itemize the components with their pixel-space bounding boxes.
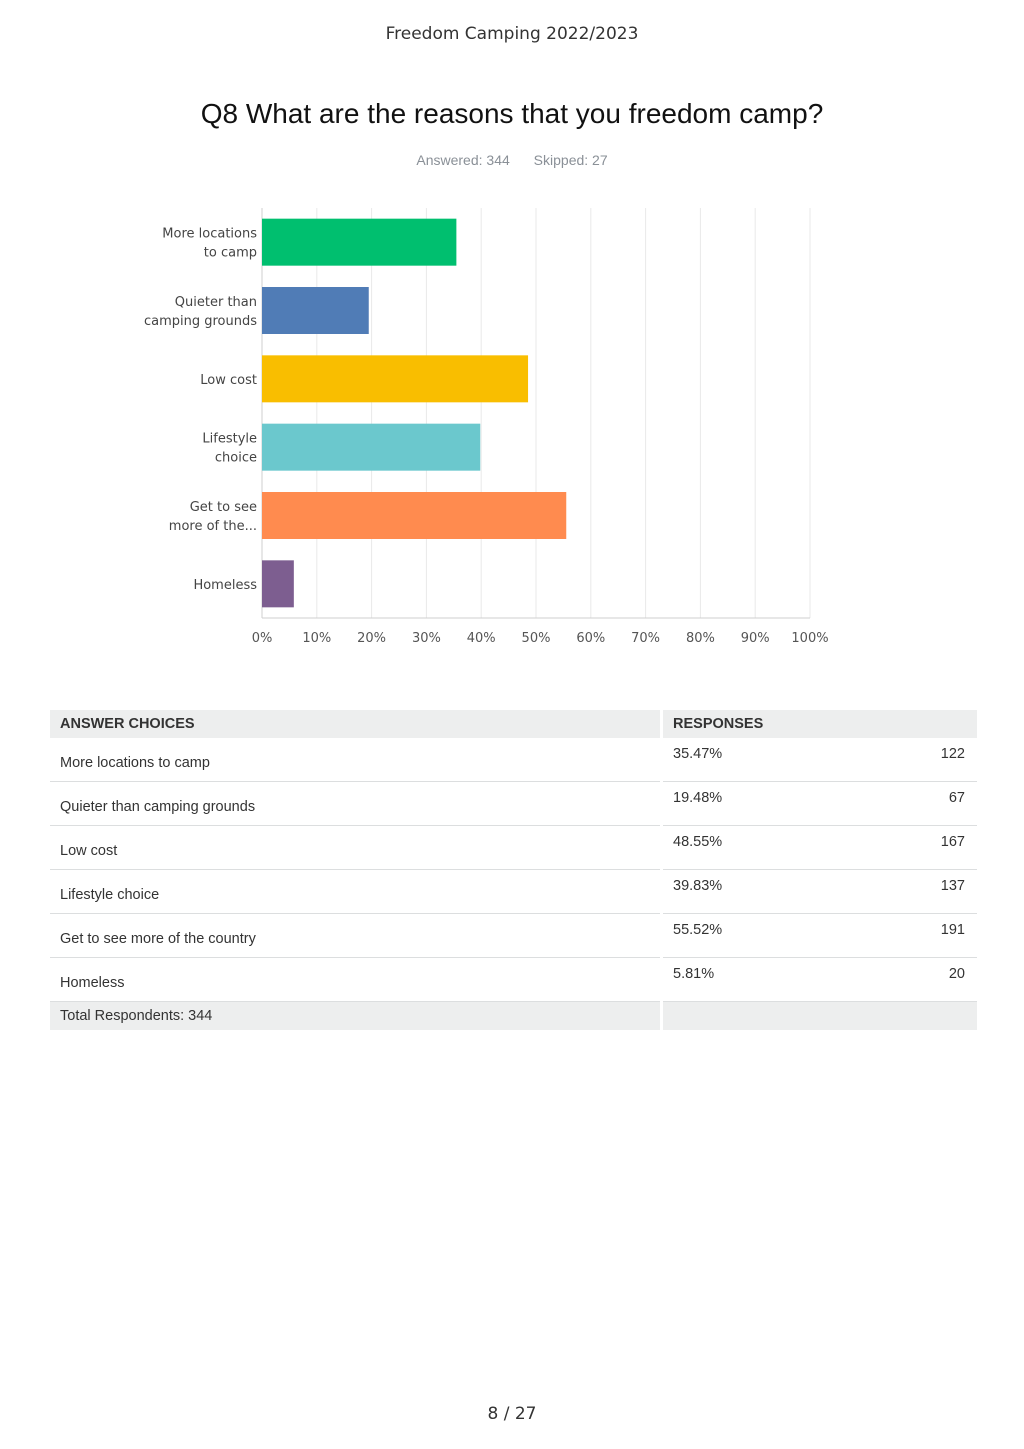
x-tick-label: 100% xyxy=(791,631,829,646)
answered-count: Answered: 344 xyxy=(416,152,510,168)
table-row xyxy=(50,826,977,870)
x-tick-label: 0% xyxy=(251,631,273,646)
answer-choice: Get to see more of the country xyxy=(50,914,662,958)
table-row xyxy=(50,738,977,782)
category-label: Lifestyle xyxy=(202,431,257,447)
response-percent: 35.47% xyxy=(662,738,804,782)
response-percent: 48.55% xyxy=(662,826,804,870)
table-row xyxy=(50,870,977,914)
total-respondents: Total Respondents: 344 xyxy=(50,1002,662,1031)
response-count: 20 xyxy=(803,958,977,1002)
skipped-count: Skipped: 27 xyxy=(533,152,608,168)
page-number: 8 / 27 xyxy=(487,1404,537,1424)
category-label: Quieter than xyxy=(174,295,257,310)
category-label: more of the... xyxy=(168,519,257,534)
total-row xyxy=(50,1002,977,1031)
response-stats xyxy=(0,152,1024,168)
response-count: 167 xyxy=(803,826,977,870)
category-label: to camp xyxy=(203,245,257,261)
response-count: 191 xyxy=(803,914,977,958)
bar xyxy=(262,424,480,471)
answer-choices-header: ANSWER CHOICES xyxy=(50,710,662,738)
document-header: Freedom Camping 2022/2023 xyxy=(385,24,639,44)
answer-choice: Low cost xyxy=(50,826,662,870)
category-label: Get to see xyxy=(189,500,257,515)
category-label: Homeless xyxy=(193,577,257,593)
question-title: Q8 What are the reasons that you freedom camp? xyxy=(200,98,824,129)
bar xyxy=(262,492,566,539)
x-tick-label: 20% xyxy=(357,631,387,646)
response-percent: 55.52% xyxy=(662,914,804,958)
x-tick-label: 30% xyxy=(411,631,441,646)
response-count: 122 xyxy=(803,738,977,782)
category-label: camping grounds xyxy=(143,314,257,329)
response-count: 67 xyxy=(803,782,977,826)
bar xyxy=(262,355,528,402)
responses-header: RESPONSES xyxy=(662,710,978,738)
x-tick-label: 60% xyxy=(576,631,606,646)
category-label: choice xyxy=(214,450,257,466)
answer-choice: Homeless xyxy=(50,958,662,1002)
answer-choice: More locations to camp xyxy=(50,738,662,782)
response-percent: 19.48% xyxy=(662,782,804,826)
bar xyxy=(262,560,294,607)
reasons-bar-chart xyxy=(0,190,1024,660)
bar xyxy=(262,287,369,334)
answer-choice: Quieter than camping grounds xyxy=(50,782,662,826)
x-tick-label: 10% xyxy=(302,631,332,646)
table-row xyxy=(50,958,977,1002)
x-tick-label: 50% xyxy=(521,631,551,646)
answer-choice: Lifestyle choice xyxy=(50,870,662,914)
x-tick-label: 70% xyxy=(631,631,661,646)
bar xyxy=(262,219,456,266)
x-tick-label: 40% xyxy=(466,631,496,646)
response-percent: 5.81% xyxy=(662,958,804,1002)
x-tick-label: 80% xyxy=(685,631,715,646)
category-label: Low cost xyxy=(200,372,257,388)
results-table xyxy=(50,710,977,1030)
total-empty-cell xyxy=(662,1002,978,1031)
table-header-row xyxy=(50,710,977,738)
category-label: More locations xyxy=(162,226,257,242)
table-row xyxy=(50,914,977,958)
table-row xyxy=(50,782,977,826)
x-tick-label: 90% xyxy=(740,631,770,646)
response-percent: 39.83% xyxy=(662,870,804,914)
response-count: 137 xyxy=(803,870,977,914)
